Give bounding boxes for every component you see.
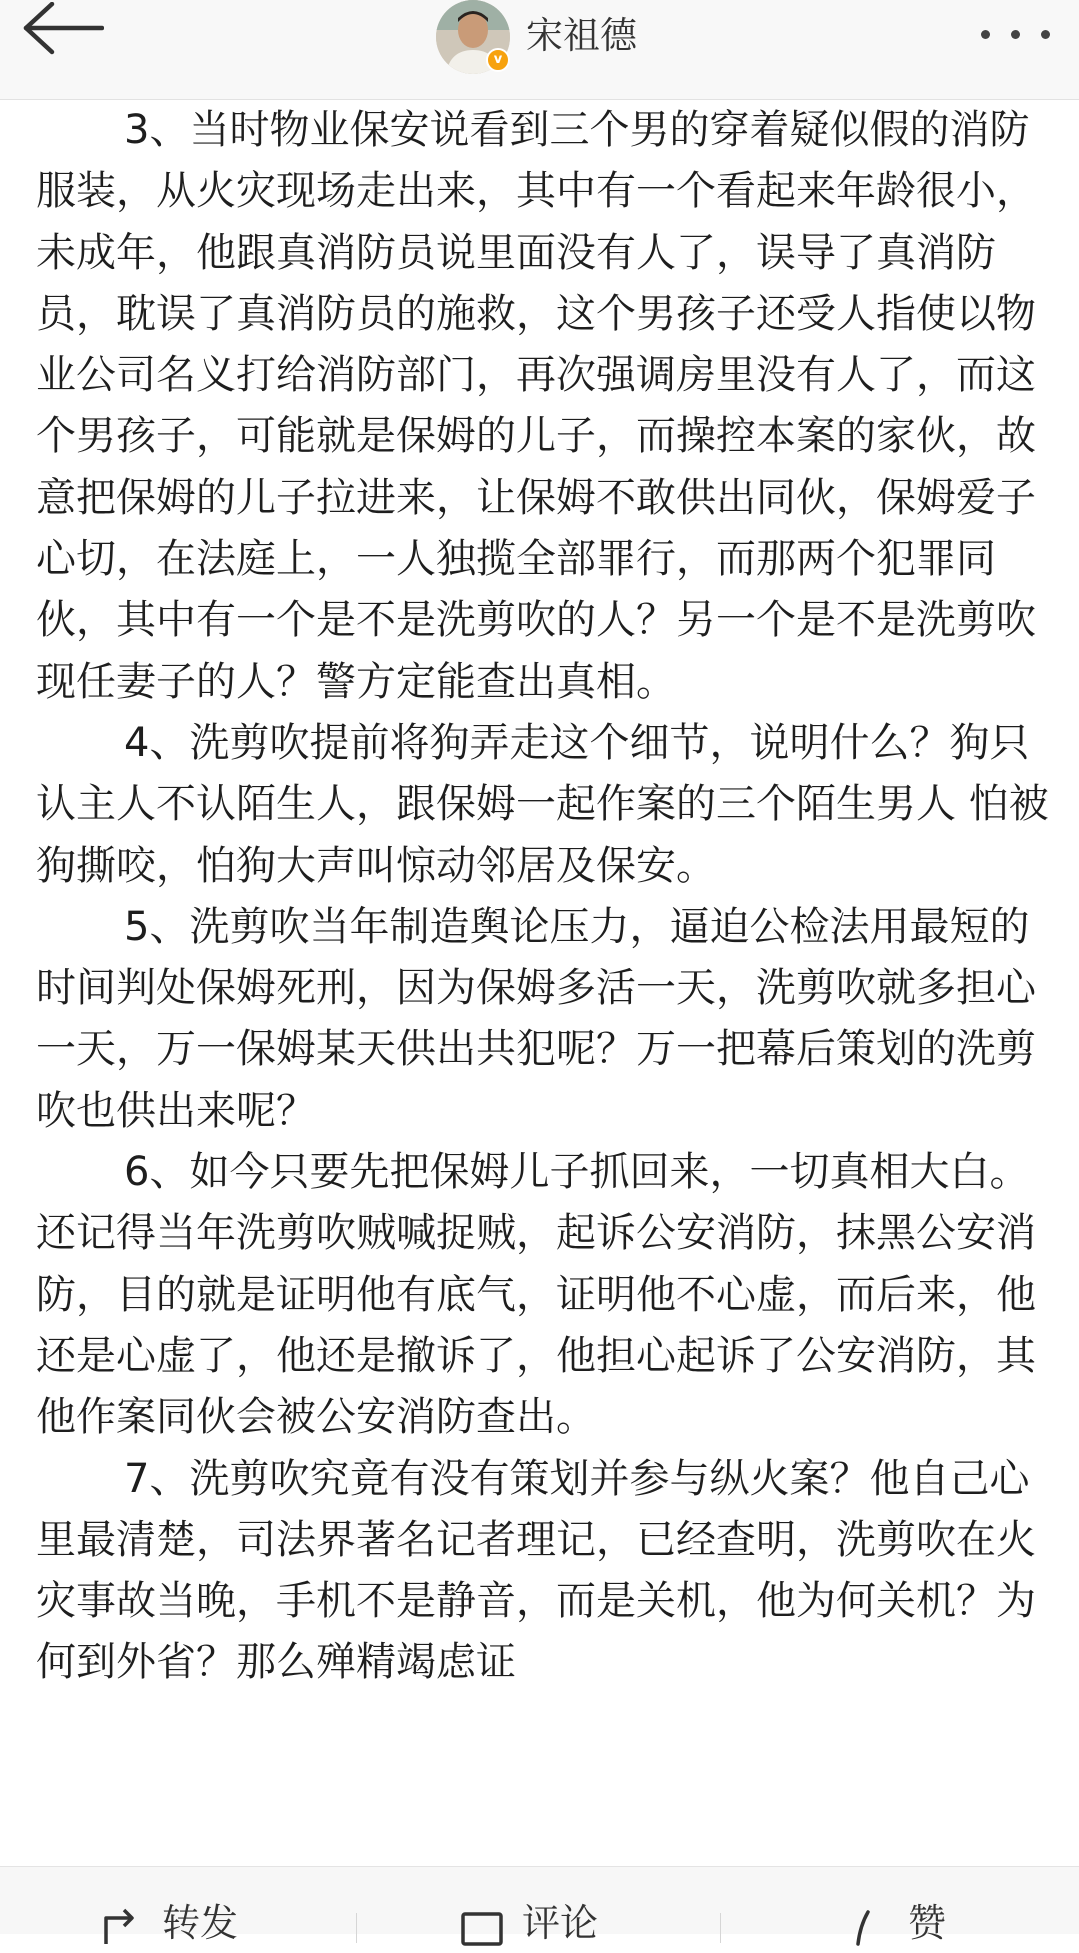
article-paragraph: 5、洗剪吹当年制造舆论压力，逼迫公检法用最短的时间判处保姆死刑，因为保姆多活一天，洗剪吹就多担心一天，万一保姆某天供出共犯呢？万一把幕后策划的洗剪吹也供出来呢？: [36, 903, 1036, 1134]
article-paragraph: 7、洗剪吹究竟有没有策划并参与纵火案？他自己心里最清楚，司法界著名记者理记，已经查明，洗剪吹在火灾事故当晚，手机不是静音，而是关机，他为何关机？为何到外省？那么殚精竭虑证: [36, 1455, 1036, 1686]
article-paragraph: 4、洗剪吹提前将狗弄走这个细节，说明什么？狗只认主人不认陌生人，跟保姆一起作案的三个陌生男人 怕被狗撕咬，怕狗大声叫惊动邻居及保安。: [36, 719, 1049, 889]
repost-button[interactable]: [100, 1893, 238, 1953]
back-arrow-icon[interactable]: [22, 2, 104, 72]
like-button[interactable]: [846, 1893, 946, 1953]
article-paragraph: 6、如今只要先把保姆儿子抓回来，一切真相大白。还记得当年洗剪吹贼喊捉贼，起诉公安消防，抹黑公安消防，目的就是证明他有底气，证明他不心虚，而后来，他还是心虚了，他还是撤诉了，他担心起诉了公安消防，其他作案同伙会被公安消防查出。: [36, 1149, 1036, 1441]
like-label: 赞: [908, 1901, 947, 1945]
divider: [356, 1913, 357, 1943]
repost-label: 转发: [162, 1901, 239, 1945]
top-navigation-bar: [0, 0, 1079, 100]
bottom-action-bar: [0, 1866, 1079, 1945]
comment-icon: [460, 1904, 504, 1948]
more-horizontal-icon[interactable]: [979, 20, 1051, 50]
article-body: [36, 100, 1056, 1694]
comment-label: 评论: [522, 1901, 599, 1945]
repost-icon: [100, 1904, 144, 1948]
verified-badge-icon: v: [486, 48, 510, 72]
comment-button[interactable]: [460, 1893, 598, 1953]
like-icon: [846, 1904, 890, 1948]
user-name[interactable]: 宋祖德: [526, 14, 637, 57]
divider: [720, 1913, 721, 1943]
article-paragraph: 3、当时物业保安说看到三个男的穿着疑似假的消防服装，从火灾现场走出来，其中有一个看起来年龄很小，未成年，他跟真消防员说里面没有人了，误导了真消防员，耽误了真消防员的施救，这个男孩子还受人指使以物业公司名义打给消防部门，再次强调房里没有人了，而这个男孩子，可能就是保姆的儿子，而操控本案的家伙，故意把保姆的儿子拉进来，让保姆不敢供出同伙，保姆爱子心切，在法庭上，一人独揽全部罪行，而那两个犯罪同伙，其中有一个是不是洗剪吹的人？另一个是不是洗剪吹现任妻子的人？警方定能查出真相。: [36, 107, 1036, 705]
